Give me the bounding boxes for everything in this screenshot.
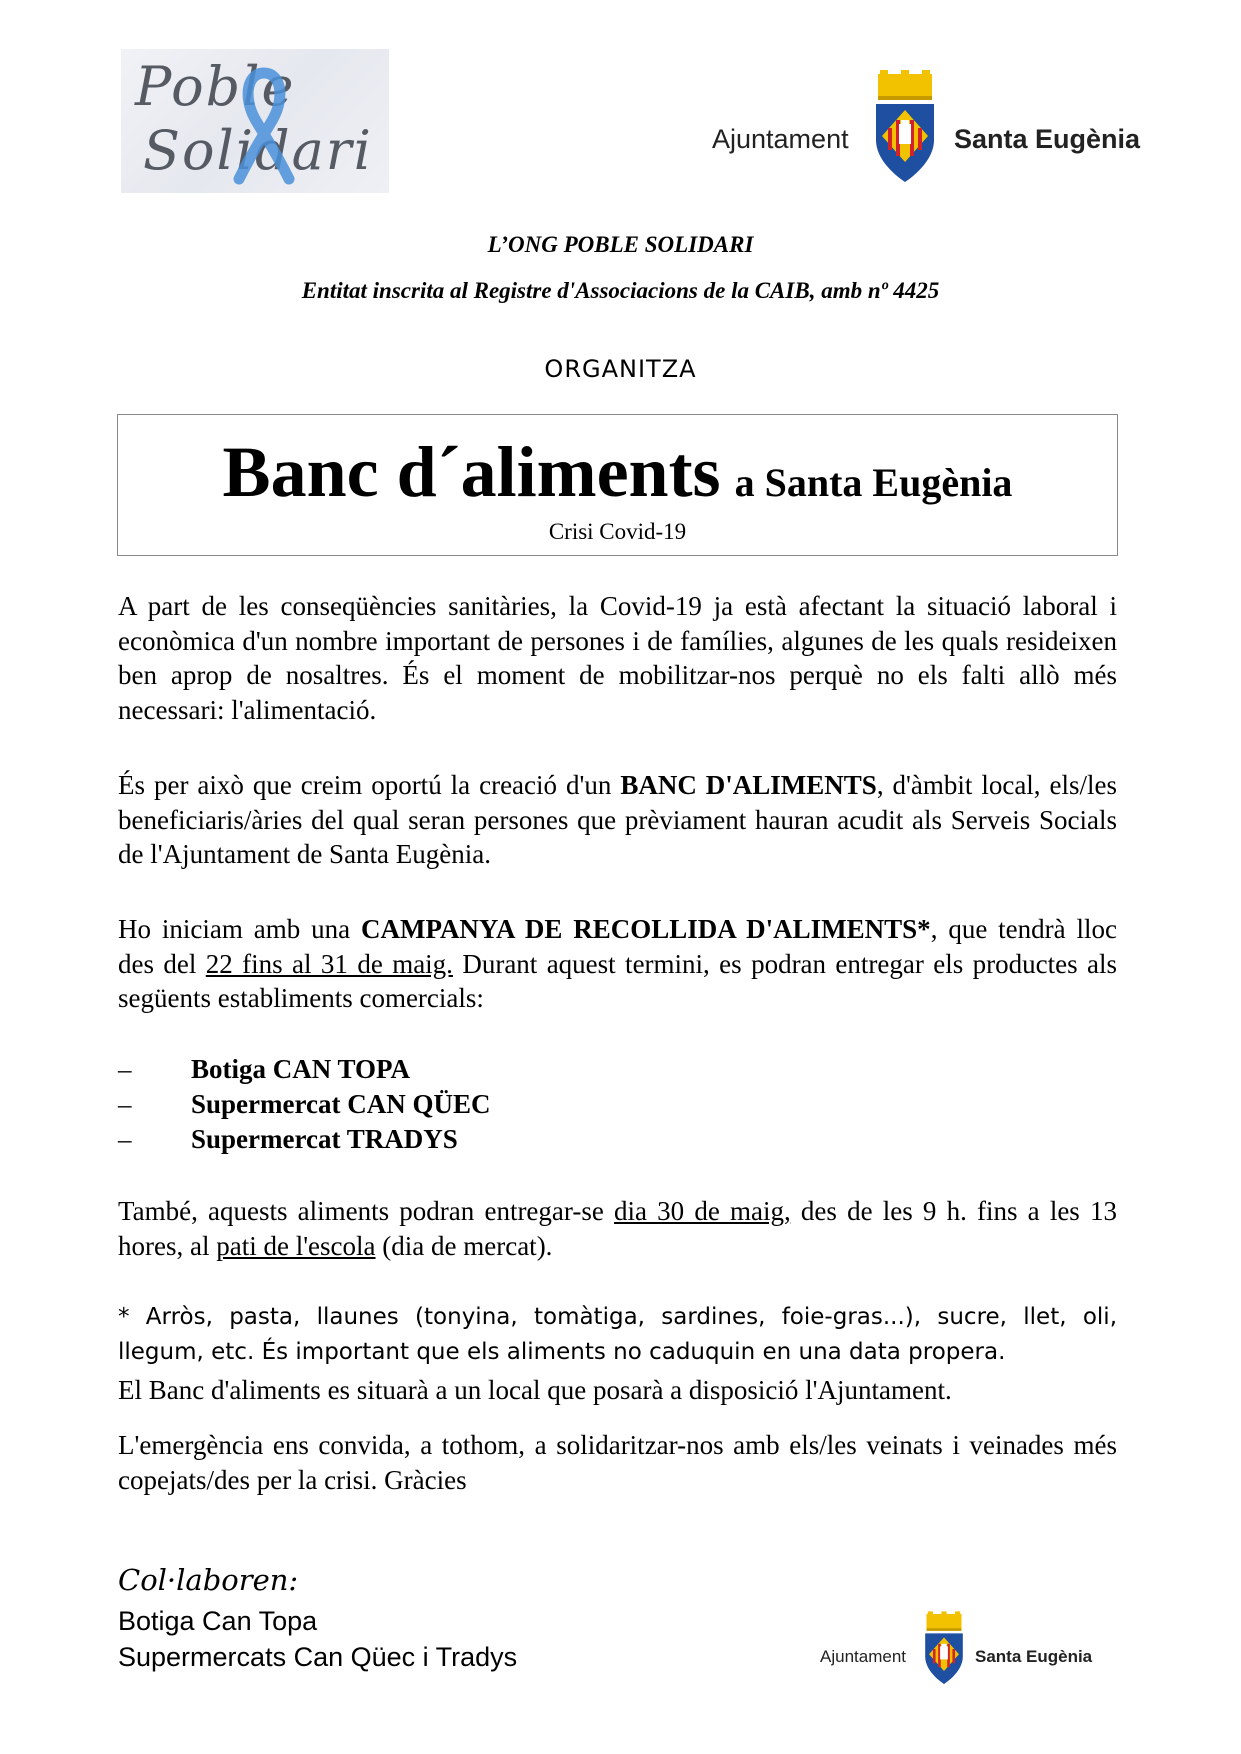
bank-name: BANC D'ALIMENTS xyxy=(620,770,877,800)
santa-eugenia-crest-icon xyxy=(868,70,942,186)
list-dash: – xyxy=(118,1089,132,1119)
title-box xyxy=(117,414,1118,556)
organitza-label: ORGANITZA xyxy=(544,355,697,383)
title-line xyxy=(118,431,1117,514)
school-place: pati de l'escola xyxy=(216,1230,376,1261)
collaborators-label: Col·laboren: xyxy=(118,1563,299,1597)
collaborator-item: Supermercats Can Qüec i Tradys xyxy=(118,1642,518,1672)
poble-solidari-logo xyxy=(121,49,389,193)
title-main: Banc d´aliments xyxy=(222,432,721,512)
ajuntament-label: Ajuntament xyxy=(712,124,849,154)
paragraph-campaign xyxy=(118,912,1117,1016)
list-dash: – xyxy=(118,1124,132,1154)
campaign-dates: 22 fins al 31 de maig. xyxy=(205,948,453,979)
logo-word-poble: Poble xyxy=(135,55,296,118)
text: , que tendrà lloc des del xyxy=(118,914,1118,979)
text: , d'àmbit local, els/les beneficiaris/àries del qual seran persones que prèviament hauran acudit als Serveis Socials de l'Ajuntament de Santa Eugènia. xyxy=(118,770,1117,869)
santa-eugenia-crest-icon xyxy=(920,1610,968,1688)
store-name: Supermercat CAN QÜEC xyxy=(191,1089,491,1119)
list-dash: – xyxy=(118,1054,132,1084)
santa-eugenia-label: Santa Eugènia xyxy=(975,1647,1093,1666)
text: Durant aquest termini, es podran entregar els productes als següents establiments comercials: xyxy=(118,948,1117,1013)
campaign-name: CAMPANYA DE RECOLLIDA D'ALIMENTS* xyxy=(360,914,931,944)
ong-title: L’ONG POBLE SOLIDARI xyxy=(487,232,754,257)
products-note: * Arròs, pasta, llaunes (tonyina, tomàtiga, sardines, foie-gras...), sucre, llet, oli, llegum, etc. És important que els aliments no caduquin en una data propera. xyxy=(118,1304,1117,1365)
ong-registry: Entitat inscrita al Registre d'Associacions de la CAIB, amb nº 4425 xyxy=(301,278,940,303)
text: (dia de mercat). xyxy=(375,1230,553,1261)
list-item xyxy=(118,1122,1117,1157)
text: És per això que creim oportú la creació d'un xyxy=(118,770,621,800)
school-date: dia 30 de maig, xyxy=(614,1196,791,1226)
ajuntament-logo xyxy=(712,70,1152,190)
store-name: Botiga CAN TOPA xyxy=(191,1054,411,1084)
paragraph-school xyxy=(118,1194,1117,1263)
title-tagline: Crisi Covid-19 xyxy=(548,519,687,544)
text: des de les 9 h. fins a les 13 hores, al xyxy=(118,1196,1117,1261)
store-list xyxy=(118,1052,1117,1157)
ajuntament-label: Ajuntament xyxy=(820,1647,906,1666)
collaborator-item: Botiga Can Topa xyxy=(118,1606,318,1636)
list-item xyxy=(118,1052,1117,1087)
ajuntament-logo-footer xyxy=(820,1610,1120,1692)
list-item xyxy=(118,1087,1117,1122)
logo-word-solidari: Solidari xyxy=(143,119,373,182)
paragraph-bank xyxy=(118,768,1117,872)
santa-eugenia-label: Santa Eugènia xyxy=(954,124,1141,154)
paragraph-intro: A part de les conseqüències sanitàries, la Covid-19 ja està afectant la situació laboral i econòmica d'un nombre important de persones i de famílies, algunes de les quals resideixen ben aprop de nosaltres. És el moment de mobilitzar-nos perquè no els falti allò més necessari: l'alimentació. xyxy=(118,591,1117,725)
collaborators-list xyxy=(118,1603,517,1675)
awareness-ribbon-icon xyxy=(229,67,299,185)
text: També, aquests aliments podran entregar-se xyxy=(118,1196,615,1226)
store-name: Supermercat TRADYS xyxy=(191,1124,458,1154)
title-sub: a Santa Eugènia xyxy=(734,460,1013,505)
paragraph-closing: L'emergència ens convida, a tothom, a solidaritzar-nos amb els/les veinats i veinades més copejats/des per la crisi. Gràcies xyxy=(118,1430,1117,1495)
local-note: El Banc d'aliments es situarà a un local que posarà a disposició l'Ajuntament. xyxy=(118,1375,952,1405)
text: Ho iniciam amb una xyxy=(118,914,361,944)
